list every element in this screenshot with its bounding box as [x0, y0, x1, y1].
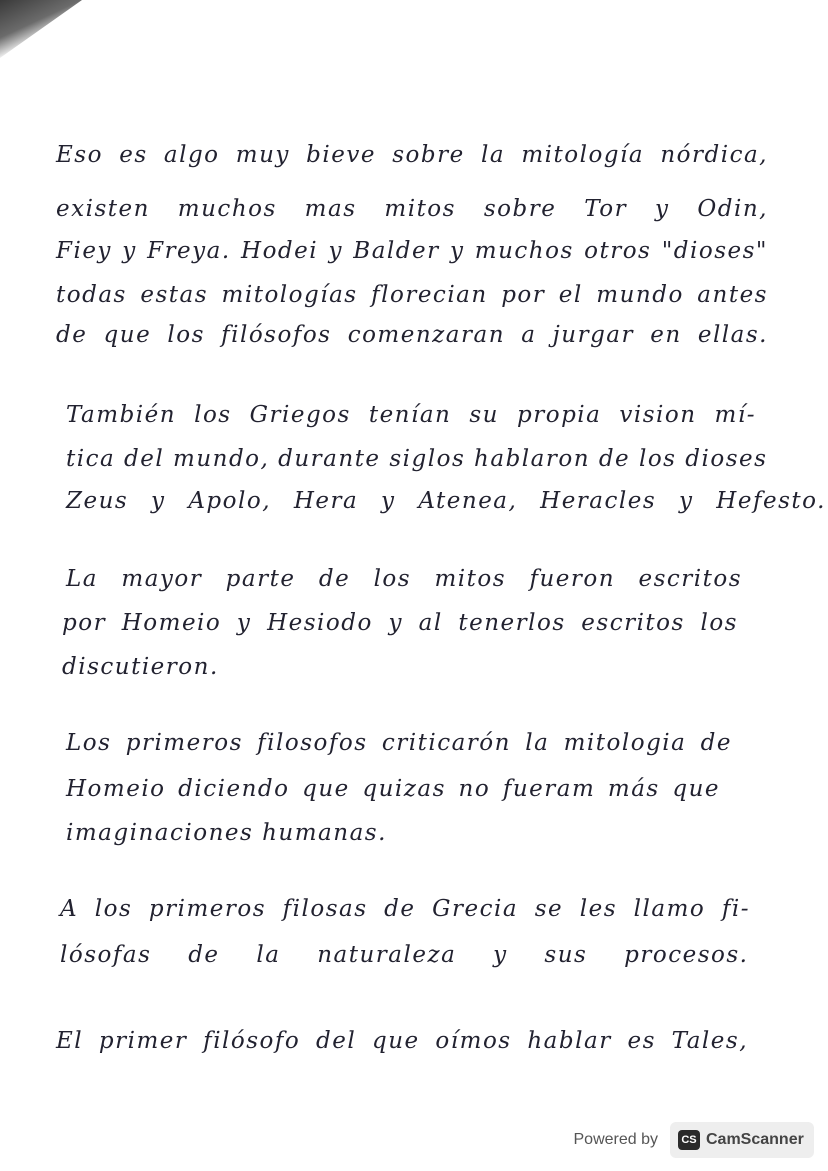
text-line: tica del mundo, durante siglos hablaron de los dioses [66, 446, 768, 472]
text-line: Los primeros filosofos criticarón la mitologia de [66, 730, 732, 756]
text-line: También los Griegos tenían su propia vision mí- [66, 402, 756, 428]
text-line: Fiey y Freya. Hodei y Balder y muchos otros "dioses" [56, 238, 768, 264]
text-line: A los primeros filosas de Grecia se les llamo fi- [60, 896, 750, 922]
text-line: imaginaciones humanas. [66, 820, 387, 846]
text-line: lósofas de la naturaleza y sus procesos. [60, 942, 749, 968]
text-line: La mayor parte de los mitos fueron escritos [66, 566, 742, 592]
text-line: por Homeio y Hesiodo y al tenerlos escritos los [62, 610, 738, 636]
text-line: de que los filósofos comenzaran a jurgar en ellas. [56, 322, 768, 348]
text-line: todas estas mitologías florecian por el mundo antes [56, 282, 768, 308]
camscanner-brand-label: CamScanner [706, 1131, 804, 1148]
text-line: existen muchos mas mitos sobre Tor y Odin, [56, 196, 768, 222]
camscanner-logo-icon: CS [678, 1130, 700, 1150]
powered-by-label: Powered by [573, 1131, 658, 1148]
text-line: Zeus y Apolo, Hera y Atenea, Heracles y Hefesto. [66, 488, 826, 514]
camscanner-badge[interactable] [670, 1122, 814, 1158]
text-line: El primer filósofo del que oímos hablar es Tales, [56, 1028, 748, 1054]
text-line: Eso es algo muy bieve sobre la mitología nórdica, [56, 142, 768, 168]
text-line: Homeio diciendo que quizas no fueram más que [66, 776, 720, 802]
text-line: discutieron. [62, 654, 219, 680]
